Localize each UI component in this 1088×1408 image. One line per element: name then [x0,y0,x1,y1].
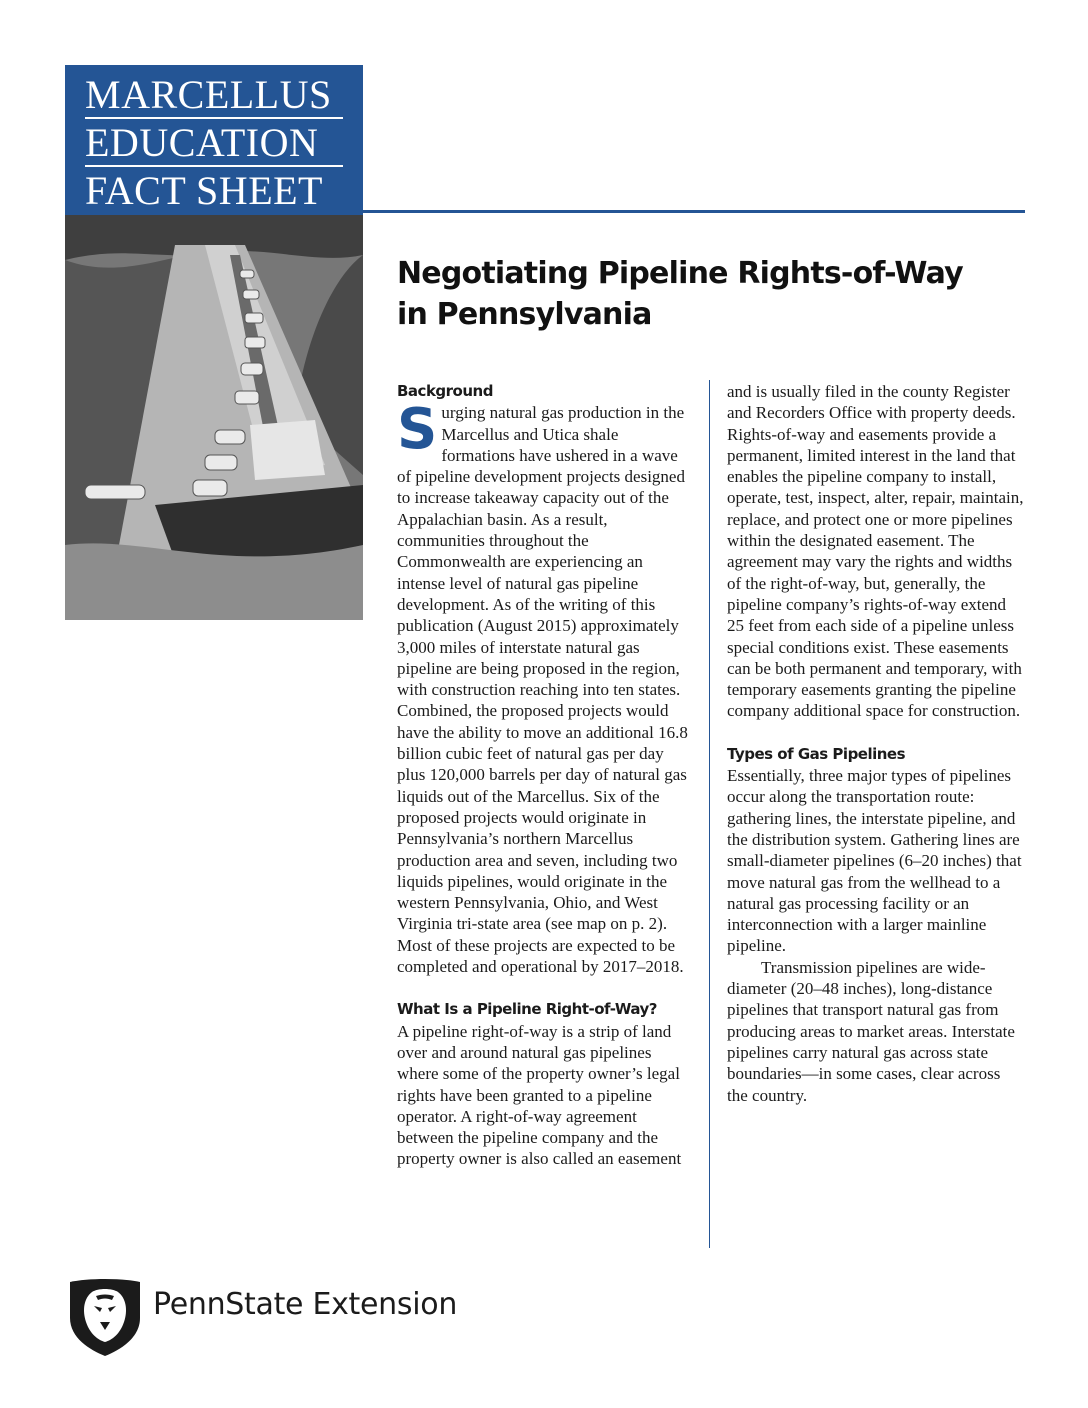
masthead [65,65,363,215]
background-text: urging natural gas production in the Marcellus and Utica shale formations have ushered in a wave of pipeline development projects designed to increase takeaway capacity out of the Appalachian basin. As a result, communities throughout the Commonwealth are experiencing an intense level of natural gas pipeline development. As of the writing of this publication (August 2015) approximately 3,000 miles of interstate natural gas pipeline are being proposed in the region, with construction reaching into ten states. Combined, the proposed projects would have the ability to move an additional 16.8 billion cubic feet of natural gas per day plus 120,000 barrels per day of natural gas liquids out of the Marcellus. Six of the proposed projects would originate in Pennsylvania’s northern Marcellus production area and seven, including two liquids pipelines, would originate in the western Pennsylvania, Ohio, and West Virginia tri-state area (see map on p. 2). Most of these projects are expected to be completed and operational by 2017–2018. [397,403,688,977]
title-line-1: Negotiating Pipeline Rights-of-Way [397,256,963,291]
header-rule [363,210,1025,213]
brand-name: PennState Extension [153,1287,458,1322]
types-paragraph-2: Transmission pipelines are wide-diameter (20–48 inches), long-distance pipelines that transport natural gas from producing areas to market areas. Interstate pipelines carry natural gas across state boundaries—in some cases, clear across the country. [727,957,1015,1105]
masthead-line-1: MARCELLUS [85,72,332,117]
section-heading-types: Types of Gas Pipelines [727,744,906,763]
column-left [397,381,695,1170]
section-heading-background: Background [397,382,493,400]
pipeline-construction-photo [65,215,363,620]
column-divider [709,380,710,1248]
section-gap [397,977,695,999]
right-of-way-continued: and is usually filed in the county Register and Recorders Office with property deeds. Rights-of-way and easements provide a permanent, limited interest in the land that enables the pipeline company to install, operate, test, inspect, alter, repair, maintain, replace, and protect one or more pipelines within the designated easement. The agreement may vary the rights and widths of the right-of-way, but, generally, the pipeline company’s rights-of-way extend 25 feet from each side of a pipeline unless special conditions exist. These easements can be both permanent and temporary, with temporary easements granting the pipeline company additional space for construction. [727,382,1024,721]
section-gap [727,722,1025,744]
masthead-line-3: FACT SHEET [85,168,323,213]
masthead-line-2: EDUCATION [85,120,319,165]
column-right [727,381,1025,1106]
page-title [397,253,1017,335]
masthead-rule [85,117,343,119]
section-heading-right-of-way: What Is a Pipeline Right-of-Way? [397,1000,657,1019]
title-line-2: in Pennsylvania [397,297,652,332]
right-of-way-paragraph: A pipeline right-of-way is a strip of land over and around natural gas pipelines where some of the property owner’s legal rights have been granted to a pipeline operator. A right-of-way agreement between the pipeline company and the property owner is also called an easement [397,1021,682,1169]
background-paragraph [397,397,695,977]
drop-cap: S [397,397,438,463]
masthead-rule [85,165,343,167]
types-paragraph-1: Essentially, three major types of pipelines occur along the transportation route: gathering lines, the interstate pipeline, and the distribution system. Gathering lines are small-diameter pipelines (6–20 inches) that move natural gas from the wellhead to a natural gas processing facility or an interconnection with a larger mainline pipeline. [727,766,1022,956]
nittany-lion-shield-icon [68,1278,142,1356]
